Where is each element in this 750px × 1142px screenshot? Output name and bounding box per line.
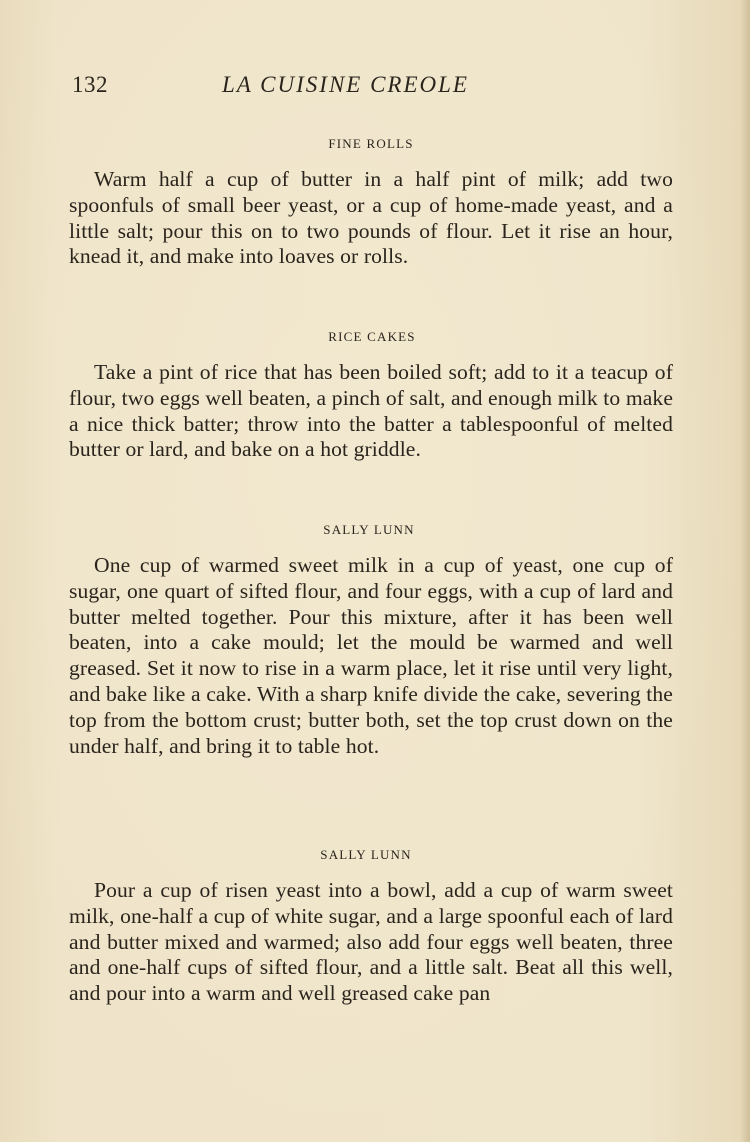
recipe-heading-sally-lunn-2: SALLY LUNN (320, 847, 412, 862)
running-head (72, 72, 672, 104)
recipe-text-rice-cakes: Take a pint of rice that has been boiled soft; add to it a teacup of flour, two eggs well beaten, a pinch of salt, and enough milk to make a nice thick batter; throw into the batter a tablespoonful of melted butter or lard, and bake on a hot griddle. (69, 360, 673, 462)
recipe-text-sally-lunn-1: One cup of warmed sweet milk in a cup of yeast, one cup of sugar, one quart of sifted flour, and four eggs, with a cup of lard and butter melted together. Pour this mixture, after it has been well beaten, into a cake mould; let the mould be warmed and well greased. Set it now to rise in a warm place, let it rise until very light, and bake like a cake. With a sharp knife divide the cake, severing the top from the bottom crust; butter both, set the top crust down on the under half, and bring it to table hot. (69, 553, 673, 758)
recipe-heading-sally-lunn-1: SALLY LUNN (323, 522, 415, 537)
page-edge-shadow (740, 0, 750, 1142)
running-title: LA CUISINE CREOLE (222, 72, 469, 97)
page-number: 132 (72, 72, 108, 97)
recipe-heading-fine-rolls: FINE ROLLS (328, 136, 414, 151)
recipe-text-sally-lunn-2: Pour a cup of risen yeast into a bowl, add a cup of warm sweet milk, one-half a cup of white sugar, and a large spoonful each of lard and butter mixed and warmed; also add four eggs well beaten, three and one-half cups of sifted flour, and a little salt. Beat all this well, and pour into a warm and well greased cake pan (69, 878, 673, 1006)
recipe-text-fine-rolls: Warm half a cup of butter in a half pint of milk; add two spoonfuls of small beer yeast, or a cup of home-made yeast, and a little salt; pour this on to two pounds of flour. Let it rise an hour, knead it, and make into loaves or rolls. (69, 167, 673, 269)
recipe-heading-rice-cakes: RICE CAKES (328, 329, 416, 344)
